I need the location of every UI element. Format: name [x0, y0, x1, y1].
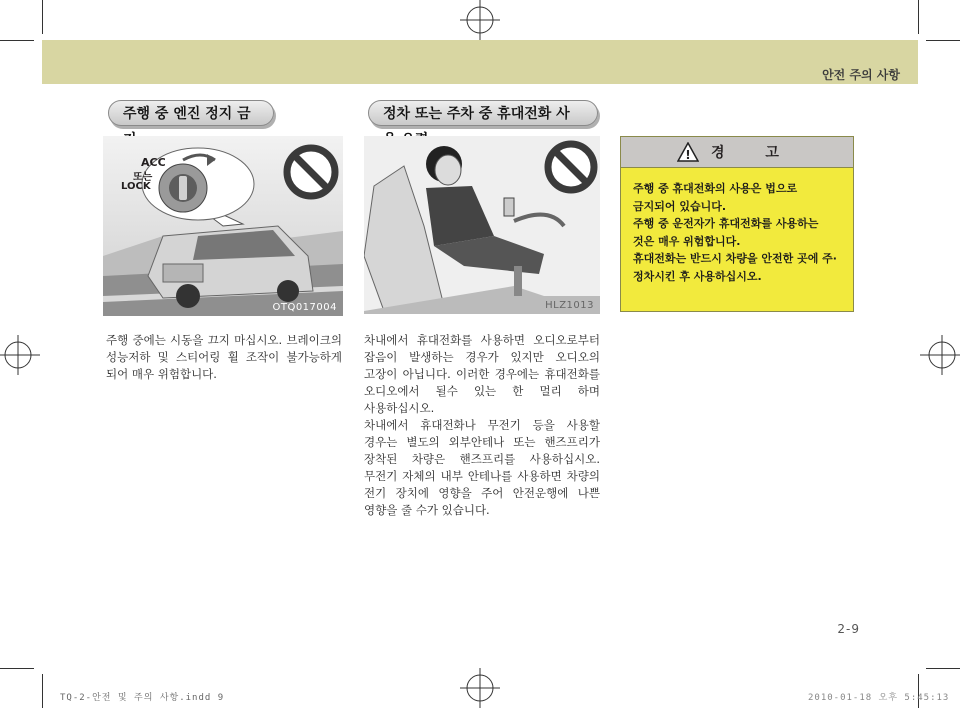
prohibition-icon — [283, 144, 339, 200]
warning-line: 주행 중 운전자가 휴대전화를 사용하는 것은 매우 위험합니다. — [633, 217, 819, 248]
header-band — [42, 40, 918, 84]
footer-filename: TQ-2-안전 및 주의 사항.indd 9 — [60, 693, 225, 703]
footer-timestamp: 2010-01-18 오후 5:45:13 — [808, 693, 950, 703]
svg-text:!: ! — [685, 148, 691, 162]
page-header-title: 안전 주의 사항 — [822, 68, 900, 82]
figure-code: HLZ1013 — [545, 300, 594, 311]
figure-engine-stop — [103, 136, 343, 316]
warning-line: 주행 중 휴대전화의 사용은 법으로 금지되어 있습니다. — [633, 182, 798, 213]
label-lock: LOCK — [121, 181, 151, 192]
crop-mark — [42, 0, 43, 34]
warning-body — [621, 168, 853, 285]
label-acc: ACC — [141, 156, 166, 169]
warning-header — [621, 137, 853, 168]
figure-phone-use — [364, 136, 600, 314]
section2-heading: 정차 또는 주차 중 휴대전화 사 — [368, 100, 598, 126]
registration-mark-left — [0, 330, 40, 380]
crop-mark — [926, 668, 960, 669]
registration-mark-top — [455, 0, 505, 40]
paragraph: 차내에서 휴대전화나 무전기 등을 사용할 경우는 별도의 외부안테나 또는 핸즈프리가 장착된 차량은 핸즈프리를 사용하십시오. 무전기 자체의 내부 안테나를 사용하면 차량의 전기 장치에 영향을 주어 안전운행에 나쁜 영향을 줄 수가 있습니다. — [364, 418, 600, 517]
crop-mark — [0, 40, 34, 41]
paragraph: 주행 중에는 시동을 끄지 마십시오. 브레이크의 성능저하 및 스티어링 휠 조작이 불가능하게 되어 매우 위험합니다. — [106, 333, 342, 381]
crop-mark — [918, 0, 919, 34]
label-or: 또는 — [133, 172, 153, 183]
warning-box — [620, 136, 854, 312]
section1-paragraph — [106, 332, 342, 383]
section1-heading: 주행 중 엔진 정지 금 — [108, 100, 274, 126]
prohibition-icon — [544, 140, 598, 194]
paragraph: 차내에서 휴대전화를 사용하면 오디오로부터 잡음이 발생하는 경우가 있지만 오디오의 고장이 아닙니다. 이러한 경우에는 휴대전화를 오디오에서 될수 있는 한 멀리 하며 사용하십시오. — [364, 333, 600, 415]
crop-mark — [42, 674, 43, 708]
crop-mark — [0, 668, 34, 669]
page-number: 2-9 — [837, 622, 860, 636]
registration-mark-right — [920, 330, 960, 380]
registration-mark-bottom — [455, 668, 505, 708]
section2-paragraphs — [364, 332, 600, 519]
crop-mark — [926, 40, 960, 41]
warning-title: 경 고 — [711, 145, 797, 161]
figure-code: OTQ017004 — [272, 302, 337, 313]
warning-triangle-icon — [677, 142, 699, 162]
warning-line: 휴대전화는 반드시 차량을 안전한 곳에 주·정차시킨 후 사용하십시오. — [633, 252, 837, 283]
